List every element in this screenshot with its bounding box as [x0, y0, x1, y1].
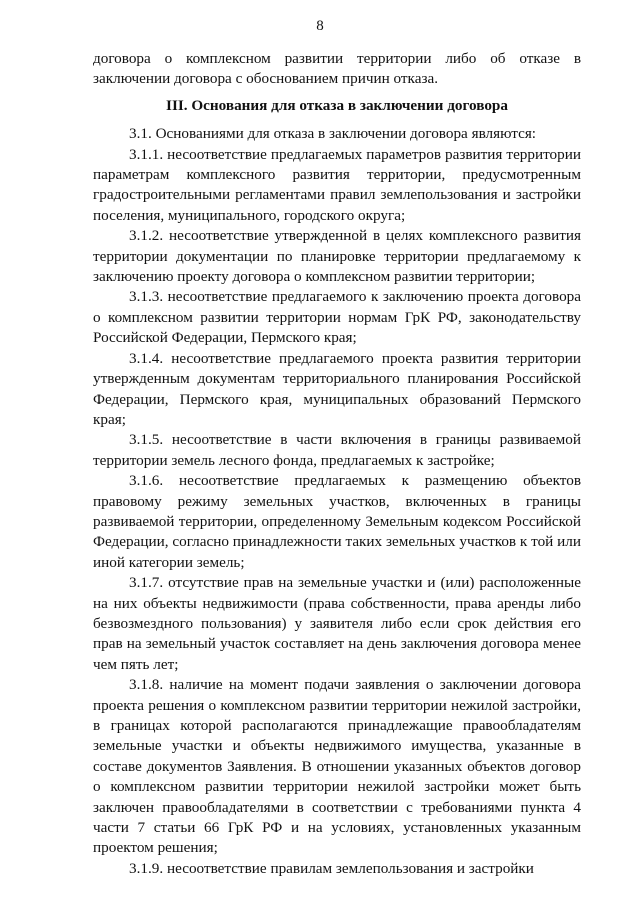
- paragraph-3-1-2: 3.1.2. несоответствие утвержденной в целях комплексного развития территории документации по планировке территории предлагаемому к заключению проекту договора о комплексном развитии территории;: [93, 227, 581, 286]
- document-body: [93, 49, 581, 879]
- paragraph-3-1: 3.1. Основаниями для отказа в заключении договора являются:: [129, 125, 537, 143]
- section-heading: III. Основания для отказа в заключении договора: [166, 96, 508, 114]
- paragraph-3-1-8: 3.1.8. наличие на момент подачи заявления о заключении договора проекта решения о комплексном развитии территории нежилой застройки, в границах которой располагаются принадлежащие правообладателям земельные участки и объекты недвижимого имущества, указанные в составе документов Заявления. В отношении указанных объектов договор о комплексном развитии территории нежилой застройки может быть заключен правообладателями в соответствии с требованиями пункта 4 части 7 статьи 66 ГрК РФ и на условиях, установленных указанным проектом решения;: [93, 676, 581, 857]
- paragraph-3-1-3: 3.1.3. несоответствие предлагаемого к заключению проекта договора о комплексном развитии территории нормам ГрК РФ, законодательству Российской Федерации, Пермского края;: [93, 288, 581, 347]
- paragraph-3-1-5: 3.1.5. несоответствие в части включения в границы развиваемой территории земель лесного фонда, предлагаемых к застройке;: [93, 431, 581, 469]
- paragraph-3-1-1: 3.1.1. несоответствие предлагаемых параметров развития территории параметрам комплексного развития территории, предусмотренным градостроительными регламентами правил землепользования и застройки поселения, муниципального, городского округа;: [93, 145, 581, 224]
- paragraph-3-1-9: 3.1.9. несоответствие правилам землепользования и застройки: [129, 859, 534, 877]
- paragraph-3-1-7: 3.1.7. отсутствие прав на земельные участки и (или) расположенные на них объекты недвижимости (права собственности, права аренды либо безвозмездного пользования) у заявителя либо если срок действия его прав на земельный участок составляет на день заключения договора менее чем пять лет;: [93, 574, 581, 673]
- paragraph-3-1-4: 3.1.4. несоответствие предлагаемого проекта развития территории утвержденным документам территориального планирования Российской Федерации, Пермского края, муниципальных образований Пермского края;: [93, 349, 581, 428]
- paragraph-3-1-6: 3.1.6. несоответствие предлагаемых к размещению объектов правовому режиму земельных участков, включенных в границы развиваемой территории, определенному Земельным кодексом Российской Федерации, согласно принадлежности таких земельных участков к той или иной категории земель;: [93, 472, 581, 571]
- intro-continuation: договора о комплексном развитии территории либо об отказе в заключении договора с обоснованием причин отказа.: [93, 50, 581, 88]
- page-number: 8: [316, 18, 324, 34]
